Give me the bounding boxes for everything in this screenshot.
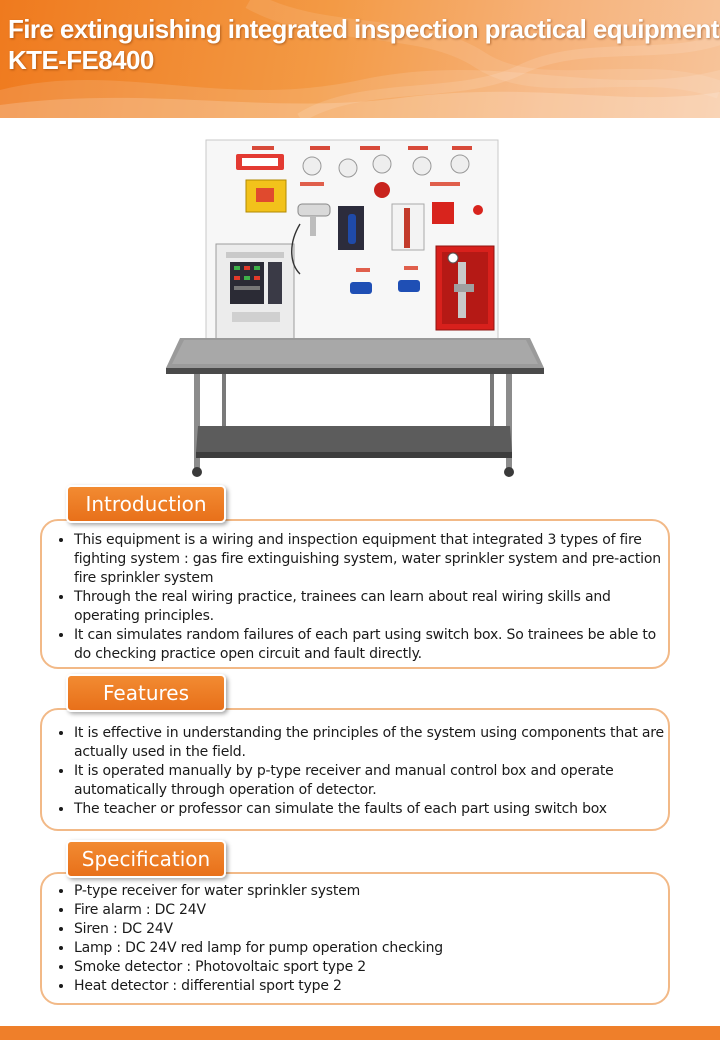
list-item: • Fire alarm : DC 24V — [74, 901, 668, 920]
specification-heading: Specification — [66, 840, 226, 878]
footer-bar — [0, 1026, 720, 1040]
header-banner — [0, 0, 720, 118]
list-item: • Smoke detector : Photovoltaic sport type 2 — [74, 958, 668, 977]
list-item: • Heat detector : differential sport type 2 — [74, 977, 668, 996]
features-box — [40, 708, 670, 831]
list-item: • The teacher or professor can simulate the faults of each part using switch box — [74, 800, 668, 819]
product-photo — [160, 134, 550, 480]
list-item: • It is effective in understanding the principles of the system using components that are actually used in the field. — [74, 724, 668, 762]
list-item: • Through the real wiring practice, trainees can learn about real wiring skills and operating principles. — [74, 588, 668, 626]
introduction-heading: Introduction — [66, 485, 226, 523]
specification-list — [42, 882, 668, 996]
list-item: • Lamp : DC 24V red lamp for pump operation checking — [74, 939, 668, 958]
introduction-list — [42, 531, 668, 664]
list-item: • Siren : DC 24V — [74, 920, 668, 939]
list-item: • P-type receiver for water sprinkler system — [74, 882, 668, 901]
list-item: • It can simulates random failures of each part using switch box. So trainees be able to do checking practice open circuit and fault directly. — [74, 626, 668, 664]
list-item: • This equipment is a wiring and inspection equipment that integrated 3 types of fire fighting system : gas fire extinguishing system, water sprinkler system and pre-action fire sprinkler system — [74, 531, 668, 588]
list-item: • It is operated manually by p-type receiver and manual control box and operate automatically through operation of detector. — [74, 762, 668, 800]
specification-box — [40, 872, 670, 1005]
features-heading: Features — [66, 674, 226, 712]
title-line-1: Fire extinguishing integrated inspection practical equipment — [8, 14, 719, 44]
title-line-2: KTE-FE8400 — [8, 45, 154, 75]
page-title — [8, 14, 719, 76]
introduction-box — [40, 519, 670, 669]
features-list — [42, 724, 668, 819]
